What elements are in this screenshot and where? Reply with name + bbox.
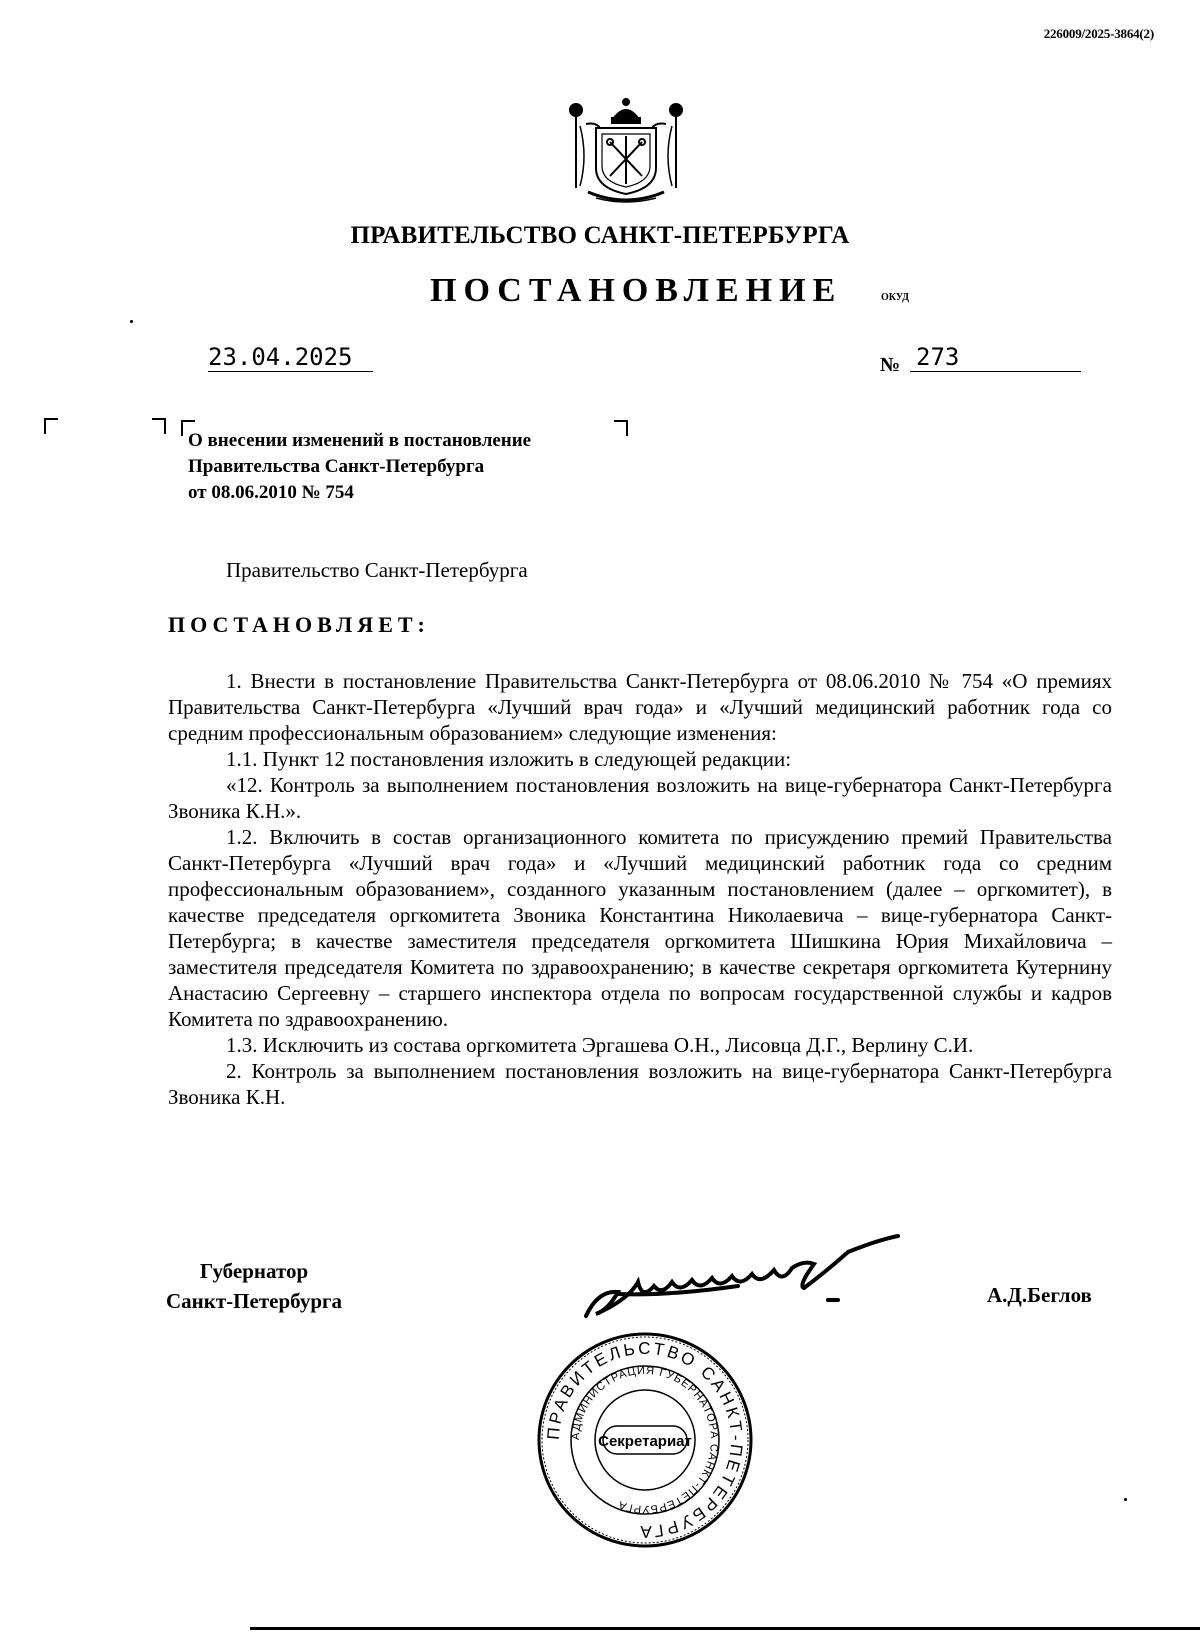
preamble-text: Правительство Санкт-Петербурга [226, 558, 528, 582]
corner-mark-subject-close [614, 420, 628, 436]
stamp-inner-text: АДМИНИСТРАЦИЯ ГУБЕРНАТОРА САНКТ-ПЕТЕРБУРГА [569, 1364, 721, 1516]
paragraph-1: 1. Внести в постановление Правительства Санкт-Петербурга от 08.06.2010 № 754 «О премиях Правительства Санкт-Петербурга «Лучший врач года» и «Лучший медицинский работник года со средним профессиональным образованием» следующие изменения: [168, 669, 1112, 745]
stamp-outer-text: ПРАВИТЕЛЬСТВО САНКТ-ПЕТЕРБУРГА [543, 1338, 747, 1542]
coat-of-arms-emblem [566, 96, 686, 206]
signatory-position [166, 1256, 342, 1316]
subject-line-2: Правительства Санкт-Петербурга [188, 456, 485, 477]
document-subject [188, 428, 531, 506]
subject-line-3: от 08.06.2010 № 754 [188, 482, 354, 503]
stamp-center-text: Секретариат [598, 1433, 692, 1450]
official-seal-stamp [535, 1330, 755, 1550]
paragraph-1-1-quote: «12. Контроль за выполнением постановления возложить на вице-губернатора Санкт-Петербурга Звоника К.Н.». [168, 773, 1112, 823]
subject-line-1: О внесении изменений в постановление [188, 430, 532, 451]
paragraph-1-2: 1.2. Включить в состав организационного комитета по присуждению премий Правительства Санкт-Петербурга «Лучший врач года» и «Лучший медицинский работник года со средним профессиональным образованием», созданного указанным постановлением (далее – оргкомитет), в качестве председателя оргкомитета Звоника Константина Николаевича – вице-губернатора Санкт-Петербурга; в качестве заместителя председателя оргкомитета Шишкина Юрия Михайловича – заместителя председателя Комитета по здравоохранению; в качестве секретаря оргкомитета Кутернину Анастасию Сергеевну – старшего инспектора отдела по вопросам государственной службы и кадров Комитета по здравоохранению. [168, 825, 1112, 1031]
scan-artifact-dot [1124, 1498, 1127, 1501]
resolves-heading: ПОСТАНОВЛЯЕТ: [168, 612, 430, 637]
okud-label: ОКУД [881, 292, 910, 303]
government-heading: ПРАВИТЕЛЬСТВО САНКТ-ПЕТЕРБУРГА [350, 222, 850, 249]
document-number: 273 [910, 343, 1081, 372]
document-date: 23.04.2025 [208, 343, 373, 372]
signatory-name: А.Д.Беглов [987, 1283, 1092, 1307]
corner-mark-left [44, 418, 58, 434]
handwritten-signature [578, 1230, 918, 1322]
scan-artifact-dot [130, 320, 133, 323]
number-sign: № [880, 354, 901, 376]
paragraph-1-1: 1.1. Пункт 12 постановления изложить в следующей редакции: [226, 747, 792, 771]
document-registration-number: 226009/2025-3864(2) [1043, 26, 1154, 41]
scan-bottom-edge [250, 1627, 1200, 1630]
position-line-2: Санкт-Петербурга [166, 1289, 343, 1313]
corner-mark-subject-open-right [152, 418, 166, 434]
paragraph-2: 2. Контроль за выполнением постановления возложить на вице-губернатора Санкт-Петербурга Звоника К.Н. [168, 1059, 1112, 1109]
position-line-1: Губернатор [199, 1259, 309, 1283]
document-body [168, 668, 1112, 1110]
paragraph-1-3: 1.3. Исключить из состава оргкомитета Эргашева О.Н., Лисовца Д.Г., Верлину С.И. [226, 1033, 974, 1057]
document-type-title: ПОСТАНОВЛЕНИЕ [430, 272, 843, 309]
